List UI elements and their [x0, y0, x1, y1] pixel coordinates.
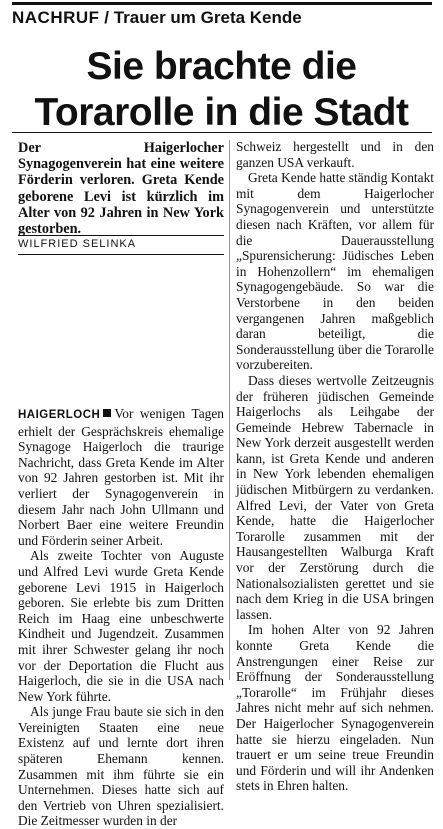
byline-rule: [18, 254, 224, 255]
author-byline: WILFRIED SELINKA: [18, 235, 224, 250]
body-paragraph: Schweiz hergestellt und in den ganzen USA verkauft.: [236, 139, 434, 170]
section-label: NACHRUF: [12, 8, 100, 27]
headline-line-2: Torarolle in die Stadt: [34, 91, 409, 134]
dateline: HAIGERLOCH: [18, 409, 101, 421]
headline-rule: [12, 132, 432, 133]
body-column-left: [18, 406, 224, 829]
body-paragraph: Im hohen Alter von 92 Jahren konnte Greta Kende die Anstrengungen einer Reise zur Eröffnung der Sonderausstellung „Torarolle“ im Frühjahr dieses Jahres nicht mehr auf sich nehmen. Der Haigerlocher Synagogenverein hatte sie hierzu eingeladen. Nun trauert er um seine treue Freundin und Förderin und will ihr Andenken stets in Ehren halten.: [236, 622, 434, 794]
body-column-right: [236, 139, 434, 794]
column-divider: [229, 140, 230, 680]
body-paragraph-text: Vor wenigen Tagen erhielt der Gesprächskreis ehemalige Synagoge Haigerloch die traurige Nachricht, dass Greta Kende im Alter von 92 Jahren gestorben ist. Mit ihr verliert der Synagogenverein in diesem Jahr nach John Ullmann und Norbert Baer eine weitere Freundin und Förderin seiner Arbeit.: [18, 406, 224, 548]
body-paragraph: [18, 406, 224, 548]
body-paragraph: Als junge Frau baute sie sich in den Vereinigten Staaten eine neue Existenz auf und lernte dort ihren späteren Ehemann kennen. Zusammen mit ihm führte sie ein Unternehmen. Dieses hatte sich auf den Vertrieb von Uhren spezialisiert. Die Zeitmesser wurden in der: [18, 704, 224, 829]
headline: [0, 44, 443, 136]
topic-label: / Trauer um Greta Kende: [104, 8, 302, 27]
lead-paragraph: Der Haigerlocher Synagogenverein hat eine weitere Förderin verloren. Greta Kende geborene Levi ist kürzlich im Alter von 92 Jahren in New York gestorben.: [18, 140, 224, 238]
body-paragraph: Greta Kende hatte ständig Kontakt mit dem Haigerlocher Synagogenverein und unterstützte diesen nach Kräften, vor allem für die Dauerausstellung „Spurensicherung: Jüdisches Leben in Hohenzollern“ im ehemaligen Synagogengebäude. So war die Verstorbene in den beiden vergangenen Jahren maßgeblich daran beteiligt, die Sonderausstellung über die Torarolle vorzubereiten.: [236, 170, 434, 373]
dateline-square-icon: [103, 409, 111, 417]
kicker: [12, 2, 432, 28]
body-paragraph: Als zweite Tochter von Auguste und Alfred Levi wurde Greta Kende geborene Levi 1915 in Haigerloch geboren. Sie erlebte bis zum Dritten Reich im Haag eine unbeschwerte Kindheit und Jugendzeit. Zusammen mit ihrer Schwester gelang ihr noch vor der Deportation die Flucht aus Haigerloch, die sie in die USA nach New York führte.: [18, 548, 224, 704]
headline-line-1: Sie brachte die: [86, 45, 357, 88]
body-paragraph: Dass dieses wertvolle Zeitzeugnis der früheren jüdischen Gemeinde Haigerlochs als Leihgabe der Gemeinde Hebrew Tabernacle in New York derzeit ausgestellt werden kann, ist Greta Kende und anderen in New York lebenden ehemaligen jüdischen Mitbürgern zu verdanken. Alfred Levi, der Vater von Greta Kende, hatte die Haigerlocher Torarolle zusammen mit der Hausangestellten Walburga Kraft vor der Zerstörung durch die Nationalsozialisten gerettet und sie nach dem Krieg in die USA bringen lassen.: [236, 372, 434, 622]
